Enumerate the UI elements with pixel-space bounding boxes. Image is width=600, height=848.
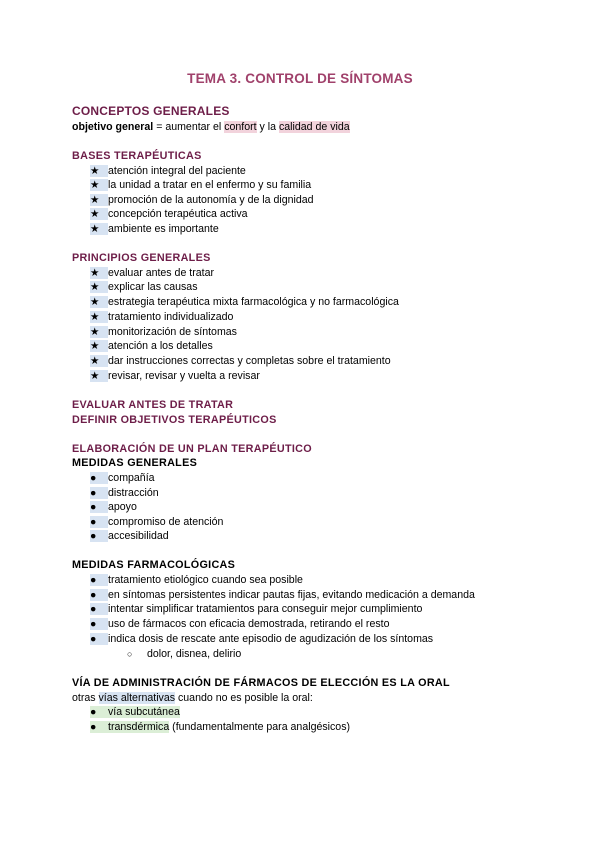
list-item bbox=[90, 633, 433, 645]
list-item-text: monitorización de síntomas bbox=[108, 326, 237, 338]
sub-list-item bbox=[127, 648, 241, 660]
list-item-text: atención a los detalles bbox=[108, 340, 213, 352]
list-item bbox=[90, 326, 237, 338]
heading-via-administracion: VÍA DE ADMINISTRACIÓN DE FÁRMACOS DE ELECCIÓN ES LA ORAL bbox=[72, 677, 450, 689]
list-item bbox=[90, 370, 260, 382]
list-item bbox=[90, 165, 246, 177]
star-bullet-icon: ★ bbox=[90, 311, 108, 323]
dot-bullet-icon: ● bbox=[90, 589, 108, 601]
dot-bullet-icon: ● bbox=[90, 487, 108, 499]
list-item-text: explicar las causas bbox=[108, 281, 198, 293]
list-item bbox=[90, 530, 169, 542]
text: otras bbox=[72, 692, 99, 704]
list-item bbox=[90, 589, 475, 601]
list-item-text: (fundamentalmente para analgésicos) bbox=[169, 721, 351, 733]
dot-bullet-icon: ● bbox=[90, 618, 108, 630]
heading-definir-objetivos: DEFINIR OBJETIVOS TERAPÉUTICOS bbox=[72, 414, 277, 426]
list-item-text: en síntomas persistentes indicar pautas fijas, evitando medicación a demanda bbox=[108, 589, 475, 601]
circle-bullet-icon: ○ bbox=[127, 649, 133, 659]
dot-bullet-icon: ● bbox=[90, 633, 108, 645]
star-bullet-icon: ★ bbox=[90, 370, 108, 382]
list-item-text: tratamiento etiológico cuando sea posible bbox=[108, 574, 303, 586]
dot-bullet-icon: ● bbox=[90, 472, 108, 484]
dot-bullet-icon: ● bbox=[90, 706, 108, 718]
list-item-text: accesibilidad bbox=[108, 530, 169, 542]
list-item-text: ambiente es importante bbox=[108, 223, 219, 235]
list-item-text: vía subcutánea bbox=[108, 706, 180, 718]
list-item-text: compromiso de atención bbox=[108, 516, 224, 528]
highlight-transdermica: transdérmica bbox=[108, 721, 170, 733]
list-item-text: concepción terapéutica activa bbox=[108, 208, 248, 220]
star-bullet-icon: ★ bbox=[90, 296, 108, 308]
list-item-text: tratamiento individualizado bbox=[108, 311, 234, 323]
text: = aumentar el bbox=[153, 121, 225, 133]
dot-bullet-icon: ● bbox=[90, 516, 108, 528]
objetivo-general-label: objetivo general bbox=[72, 121, 154, 133]
heading-medidas-farmacologicas: MEDIDAS FARMACOLÓGICAS bbox=[72, 559, 236, 571]
document-title: TEMA 3. CONTROL DE SÍNTOMAS bbox=[187, 71, 413, 86]
list-item-text: distracción bbox=[108, 487, 159, 499]
list-item bbox=[90, 487, 159, 499]
star-bullet-icon: ★ bbox=[90, 340, 108, 352]
list-item-text: intentar simplificar tratamientos para conseguir mejor cumplimiento bbox=[108, 603, 423, 615]
highlight-vias-alternativas: vías alternativas bbox=[98, 692, 176, 704]
dot-bullet-icon: ● bbox=[90, 603, 108, 615]
objetivo-general-line bbox=[72, 121, 350, 133]
dot-bullet-icon: ● bbox=[90, 530, 108, 542]
heading-plan-terapeutico: ELABORACIÓN DE UN PLAN TERAPÉUTICO bbox=[72, 443, 312, 455]
list-item-text: compañía bbox=[108, 472, 155, 484]
list-item bbox=[90, 296, 399, 308]
list-item bbox=[90, 472, 155, 484]
star-bullet-icon: ★ bbox=[90, 326, 108, 338]
heading-medidas-generales: MEDIDAS GENERALES bbox=[72, 457, 198, 469]
list-item bbox=[90, 574, 303, 586]
list-item-text: revisar, revisar y vuelta a revisar bbox=[108, 370, 260, 382]
highlight-calidad-de-vida: calidad de vida bbox=[278, 121, 350, 133]
dot-bullet-icon: ● bbox=[90, 574, 108, 586]
dot-bullet-icon: ● bbox=[90, 721, 108, 733]
heading-bases-terapeuticas: BASES TERAPÉUTICAS bbox=[72, 150, 202, 162]
list-item bbox=[90, 179, 311, 191]
list-item-text: dar instrucciones correctas y completas sobre el tratamiento bbox=[108, 355, 391, 367]
list-item-text: uso de fármacos con eficacia demostrada, retirando el resto bbox=[108, 618, 390, 630]
star-bullet-icon: ★ bbox=[90, 355, 108, 367]
sub-list-item-text: dolor, disnea, delirio bbox=[147, 648, 242, 660]
text: cuando no es posible la oral: bbox=[175, 692, 313, 704]
list-item bbox=[90, 603, 422, 615]
heading-evaluar-antes-de-tratar: EVALUAR ANTES DE TRATAR bbox=[72, 399, 234, 411]
list-item-text: estrategia terapéutica mixta farmacológica y no farmacológica bbox=[108, 296, 399, 308]
list-item bbox=[90, 267, 214, 279]
text: y la bbox=[256, 121, 279, 133]
star-bullet-icon: ★ bbox=[90, 208, 108, 220]
star-bullet-icon: ★ bbox=[90, 267, 108, 279]
list-item-text: evaluar antes de tratar bbox=[108, 267, 214, 279]
star-bullet-icon: ★ bbox=[90, 165, 108, 177]
list-item-text: atención integral del paciente bbox=[108, 165, 246, 177]
list-item bbox=[90, 721, 350, 733]
list-item bbox=[90, 194, 314, 206]
list-item bbox=[90, 340, 213, 352]
list-item bbox=[90, 516, 223, 528]
list-item bbox=[90, 208, 248, 220]
highlight-confort: confort bbox=[224, 121, 257, 133]
otras-vias-line bbox=[72, 692, 313, 704]
list-item-text: promoción de la autonomía y de la dignidad bbox=[108, 194, 314, 206]
list-item-text: apoyo bbox=[108, 501, 137, 513]
list-item bbox=[90, 706, 180, 718]
list-item bbox=[90, 355, 391, 367]
star-bullet-icon: ★ bbox=[90, 223, 108, 235]
star-bullet-icon: ★ bbox=[90, 179, 108, 191]
list-item bbox=[90, 281, 198, 293]
list-item bbox=[90, 223, 219, 235]
star-bullet-icon: ★ bbox=[90, 194, 108, 206]
dot-bullet-icon: ● bbox=[90, 501, 108, 513]
list-item-text: indica dosis de rescate ante episodio de agudización de los síntomas bbox=[108, 633, 434, 645]
list-item bbox=[90, 618, 389, 630]
heading-principios-generales: PRINCIPIOS GENERALES bbox=[72, 252, 211, 264]
list-item bbox=[90, 311, 233, 323]
star-bullet-icon: ★ bbox=[90, 281, 108, 293]
list-item bbox=[90, 501, 137, 513]
heading-conceptos-generales: CONCEPTOS GENERALES bbox=[72, 104, 230, 118]
list-item-text: la unidad a tratar en el enfermo y su familia bbox=[108, 179, 312, 191]
